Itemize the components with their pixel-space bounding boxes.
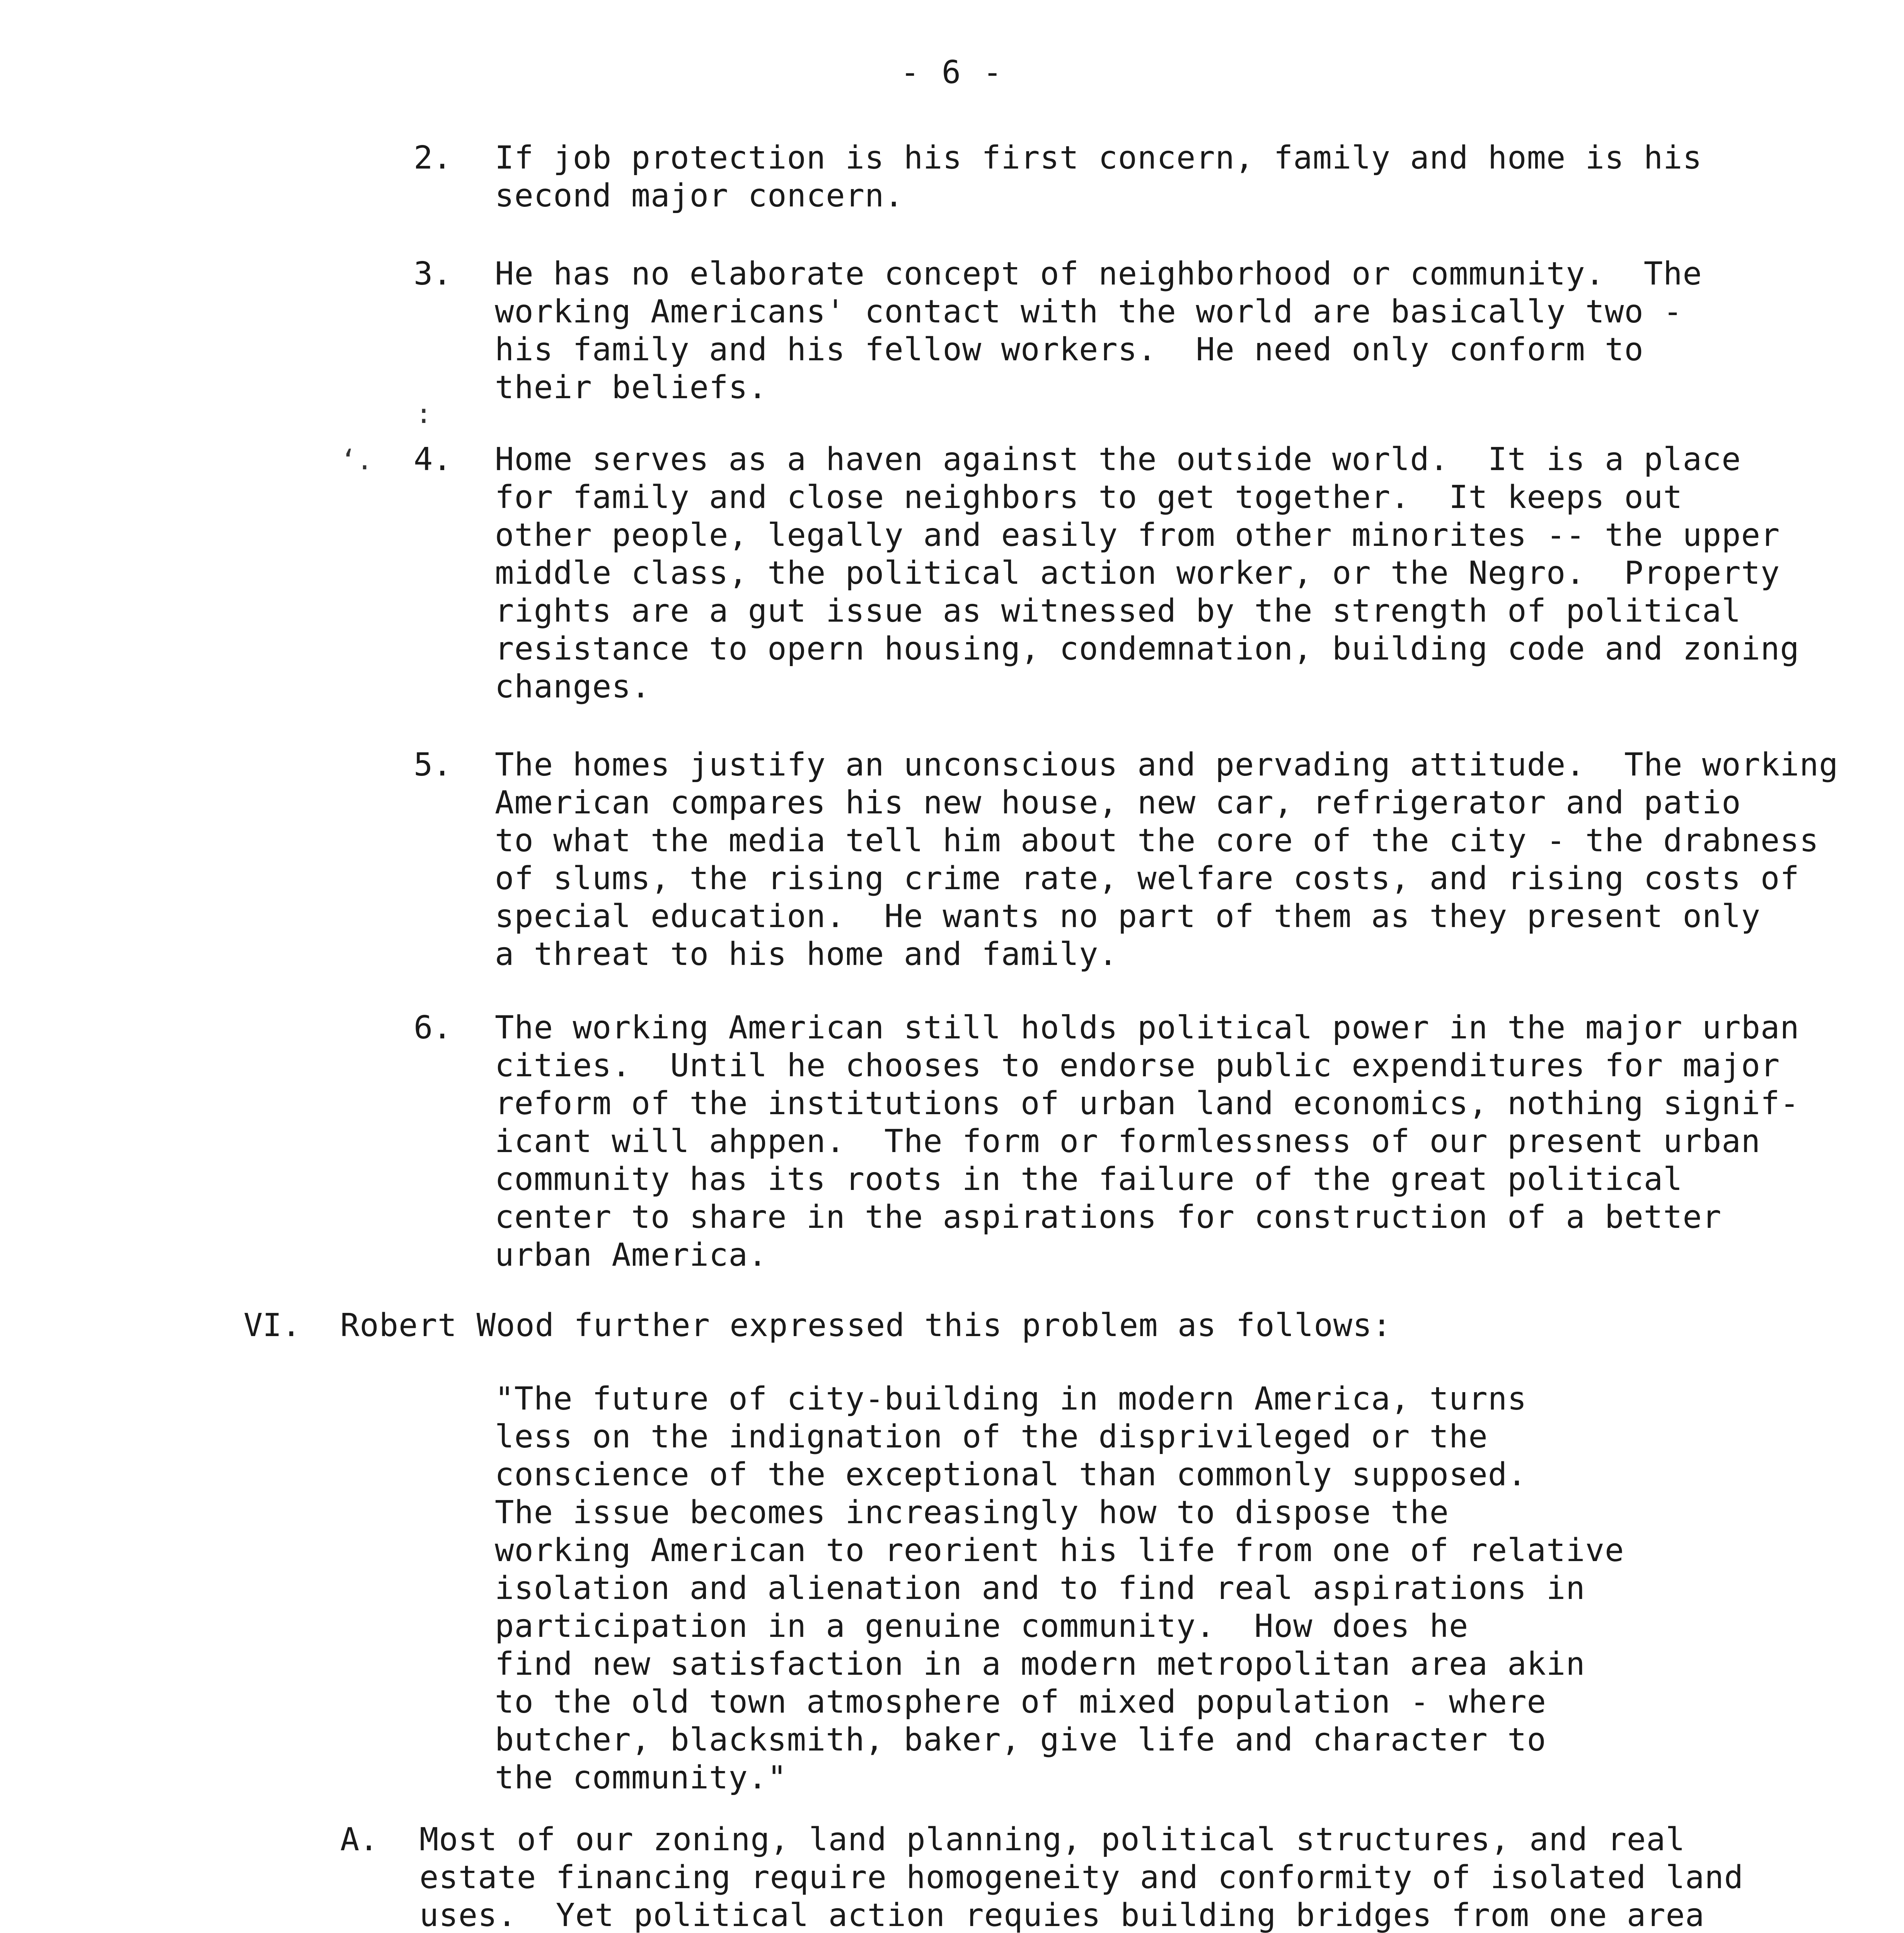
list-item-number: 3. (414, 256, 452, 292)
list-item-line: rights are a gut issue as witnessed by the strength of political (495, 593, 1741, 629)
list-item-line: special education. He wants no part of them as they present only (495, 898, 1761, 935)
list-item-line: their beliefs. (495, 369, 768, 406)
item-a-label: A. (340, 1821, 378, 1858)
section-intro: Robert Wood further expressed this problem as follows: (340, 1307, 1392, 1344)
list-item-line: cities. Until he chooses to endorse public expenditures for major (495, 1047, 1780, 1084)
list-item-line: middle class, the political action worker, or the Negro. Property (495, 555, 1780, 591)
list-item-line: a threat to his home and family. (495, 936, 1118, 973)
quote-line: participation in a genuine community. How does he (495, 1608, 1469, 1645)
list-item-number: 4. (414, 441, 452, 478)
list-item-line: icant will ahppen. The form or formlessness of our present urban (495, 1123, 1761, 1160)
list-item-line: changes. (495, 668, 651, 705)
section-label: VI. (244, 1307, 301, 1344)
list-item-number: 2. (414, 140, 452, 176)
list-item-line: second major concern. (495, 177, 904, 214)
list-item-line: working Americans' contact with the world are basically two - (495, 293, 1683, 330)
quote-line: to the old town atmosphere of mixed population - where (495, 1684, 1546, 1720)
quote-line: find new satisfaction in a modern metropolitan area akin (495, 1646, 1585, 1682)
list-item-line: The homes justify an unconscious and pervading attitude. The working (495, 747, 1839, 783)
list-item-line: Home serves as a haven against the outside world. It is a place (495, 441, 1741, 478)
item-a-line: Most of our zoning, land planning, political structures, and real (419, 1821, 1685, 1858)
list-item-line: The working American still holds political power in the major urban (495, 1009, 1800, 1046)
list-item-line: his family and his fellow workers. He need only conform to (495, 331, 1644, 368)
quote-line: working American to reorient his life from one of relative (495, 1532, 1624, 1569)
list-item-line: urban America. (495, 1237, 768, 1273)
list-item-number: 6. (414, 1009, 452, 1046)
item-a-line: estate financing require homogeneity and conformity of isolated land (419, 1859, 1744, 1896)
quote-line: conscience of the exceptional than commonly supposed. (495, 1456, 1527, 1493)
list-item-line: If job protection is his first concern, family and home is his (495, 140, 1702, 176)
stray-mark: ‘. (340, 444, 373, 476)
list-item-line: He has no elaborate concept of neighborhood or community. The (495, 256, 1702, 292)
list-item-line: resistance to opern housing, condemnation, building code and zoning (495, 631, 1800, 667)
item-a-line: uses. Yet political action requies building bridges from one area (419, 1897, 1705, 1933)
list-item-line: for family and close neighbors to get together. It keeps out (495, 479, 1683, 516)
list-item-number: 5. (414, 747, 452, 783)
quote-line: isolation and alienation and to find real aspirations in (495, 1570, 1585, 1607)
list-item-line: community has its roots in the failure of the great political (495, 1161, 1683, 1198)
quote-line: The issue becomes increasingly how to dispose the (495, 1494, 1449, 1531)
list-item-line: reform of the institutions of urban land economics, nothing signif- (495, 1085, 1800, 1122)
page-number: - 6 - (900, 54, 1004, 91)
quote-line: "The future of city-building in modern America, turns (495, 1381, 1527, 1417)
list-item-line: other people, legally and easily from other minorites -- the upper (495, 517, 1780, 554)
quote-line: butcher, blacksmith, baker, give life and character to (495, 1722, 1546, 1758)
list-item-line: of slums, the rising crime rate, welfare costs, and rising costs of (495, 860, 1800, 897)
list-item-line: to what the media tell him about the core of the city - the drabness (495, 822, 1819, 859)
list-item-line: American compares his new house, new car, refrigerator and patio (495, 784, 1741, 821)
quote-line: the community." (495, 1759, 787, 1796)
quote-line: less on the indignation of the disprivileged or the (495, 1418, 1488, 1455)
list-item-line: center to share in the aspirations for construction of a better (495, 1199, 1722, 1236)
stray-mark: : (416, 398, 432, 430)
